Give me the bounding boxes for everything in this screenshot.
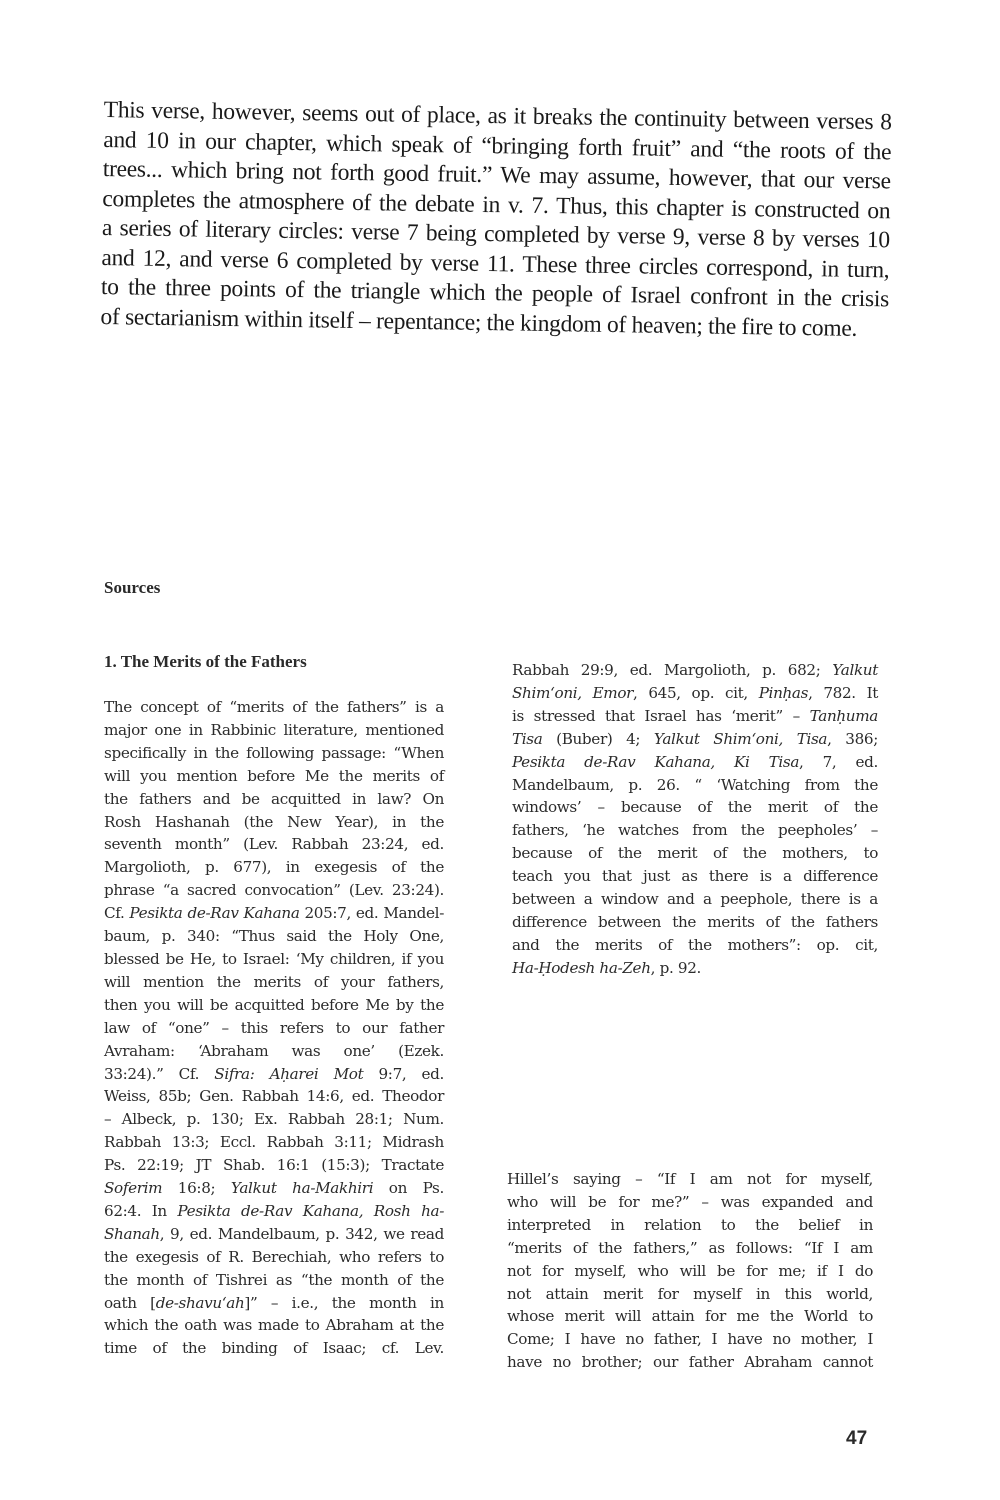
intro-line: of sectarianism within itself – repentance; the kingdom of heaven; the fire to come. [100, 303, 858, 342]
italic-citation: Yalkut [832, 661, 878, 679]
intro-line: This verse, however, seems out of place, as it breaks the continuity between verses 8 [103, 96, 892, 136]
text-line: not for myself, who will be for me; if I do [507, 1261, 873, 1280]
right-column-text-continued [512, 659, 878, 980]
text-line: Rosh Hashanah (the New Year), in the [104, 812, 444, 831]
section-title: 1. The Merits of the Fathers [104, 652, 307, 671]
intro-line: and 12, and verse 6 completed by verse 11. These three circles correspond, in turn, [101, 244, 890, 283]
text-line: law of “one” – this refers to our father [104, 1018, 444, 1037]
text-line: the exegesis of R. Berechiah, who refers to [104, 1247, 444, 1266]
italic-citation: Sifra: Aḥarei Mot [214, 1064, 364, 1083]
italic-citation: Yalkut ha-Makhiri [230, 1179, 374, 1198]
text-line: Shim‘oni, Emor, 645, op. cit, Pinḥas, 782. It [512, 683, 878, 702]
text-line: major one in Rabbinic literature, mentioned [104, 720, 444, 739]
text-line: Weiss, 85b; Gen. Rabbah 14:6, ed. Theodor [104, 1087, 444, 1106]
page-number: 47 [846, 1428, 868, 1449]
intro-line: a series of literary circles: verse 7 being completed by verse 9, verse 8 by verses 10 [101, 214, 891, 254]
text-line: “merits of the fathers,” as follows: “If I am [507, 1238, 873, 1257]
text-line: Shanah, 9, ed. Mandelbaum, p. 342, we read [104, 1224, 444, 1243]
text-line: specifically in the following passage: “When [104, 743, 444, 762]
text-line: Hillel’s saying – “If I am not for myself, [507, 1170, 873, 1188]
text-line: and the merits of the mothers”: op. cit, [512, 935, 878, 954]
text-line: between a window and a peephole, there is a [512, 890, 878, 909]
text-line: seventh month” (Lev. Rabbah 23:24, ed. [104, 835, 444, 854]
italic-citation: Shim‘oni, Emor [512, 683, 634, 702]
italic-citation: Ha-Ḥodesh ha-Zeh [512, 958, 651, 977]
text-line: whose merit will attain for me the World to [507, 1307, 873, 1326]
text-line: the month of Tishrei as “the month of the [104, 1270, 444, 1289]
text-line: interpreted in relation to the belief in [507, 1215, 873, 1234]
text-line: Pesikta de-Rav Kahana, Ki Tisa, 7, ed. [512, 752, 878, 771]
text-line: – Albeck, p. 130; Ex. Rabbah 28:1; Num. [104, 1110, 444, 1129]
text-line: Ps. 22:19; JT Shab. 16:1 (15:3); Tractate [104, 1156, 444, 1175]
text-line: 33:24).” Cf. Sifra: Aḥarei Mot 9:7, ed. [104, 1064, 444, 1083]
text-line: 62:4. In Pesikta de-Rav Kahana, Rosh ha- [104, 1201, 444, 1220]
text-line: blessed be He, to Israel: ‘My children, if you [104, 949, 444, 968]
text-line: who will be for me?” – was expanded and [507, 1192, 873, 1211]
italic-citation: Tisa [512, 729, 543, 748]
text-line: will mention the merits of your fathers, [104, 972, 444, 991]
text-line: will you mention before Me the merits of [104, 766, 444, 785]
text-line: Cf. Pesikta de-Rav Kahana 205:7, ed. Mandel- [104, 904, 444, 923]
intro-line: to the three points of the triangle which the people of Israel confront in the crisis [100, 273, 890, 313]
text-line: oath [de-shavu‘ah]” – i.e., the month in [104, 1293, 444, 1312]
text-line: because of the merit of the mothers, to [512, 844, 878, 863]
italic-citation: Pesikta de-Rav Kahana [129, 904, 300, 923]
italic-citation: Shanah [104, 1224, 160, 1243]
text-line: fathers, ‘he watches from the peepholes’ – [512, 821, 878, 840]
italic-citation: Soferim [104, 1179, 163, 1198]
italic-citation: Tanḥuma [809, 706, 878, 725]
text-line: which the oath was made to Abraham at the [104, 1316, 444, 1335]
text-line: Mandelbaum, p. 26. “ ‘Watching from the [512, 775, 878, 794]
text-line: difference between the merits of the fathers [512, 912, 878, 931]
text-line: teach you that just as there is a difference [512, 867, 878, 886]
intro-line: trees... which bring not forth good fruit.” We may assume, however, that our verse [102, 155, 891, 195]
text-line: the fathers and be acquitted in law? On [104, 789, 444, 808]
text-line: Come; I have no father, I have no mother, I [507, 1330, 873, 1349]
text-line: Tisa (Buber) 4; Yalkut Shim‘oni, Tisa, 386; [512, 729, 878, 748]
text-line: Avraham: ‘Abraham was one’ (Ezek. [104, 1041, 444, 1060]
text-line: Rabbah 29:9, ed. Margolioth, p. 682; Yalkut [512, 661, 878, 679]
text-line: Rabbah 13:3; Eccl. Rabbah 3:11; Midrash [104, 1133, 444, 1152]
text-line: phrase “a sacred convocation” (Lev. 23:24). [104, 881, 444, 900]
intro-line: and 10 in our chapter, which speak of “bringing forth fruit” and “the roots of the [103, 126, 892, 165]
sources-heading: Sources [104, 578, 161, 597]
intro-line: completes the atmosphere of the debate in v. 7. Thus, this chapter is constructed on [102, 185, 891, 224]
italic-citation: Yalkut Shim‘oni, Tisa [653, 729, 828, 748]
right-column-hillel-paragraph [507, 1168, 873, 1374]
text-line: Margolioth, p. 677), in exegesis of the [104, 858, 444, 877]
italic-citation: Pesikta de-Rav Kahana, Rosh ha- [177, 1201, 444, 1220]
left-column-text [104, 696, 444, 1360]
text-line: time of the binding of Isaac; cf. Lev. [104, 1339, 444, 1358]
text-line: baum, p. 340: “Thus said the Holy One, [104, 927, 444, 946]
text-line: have no brother; our father Abraham cannot [507, 1353, 873, 1372]
italic-citation: Pinḥas [758, 683, 809, 702]
text-line: then you will be acquitted before Me by the [104, 995, 444, 1014]
text-line: Soferim 16:8; Yalkut ha-Makhiri on Ps. [104, 1179, 444, 1198]
text-line: The concept of “merits of the fathers” is a [104, 698, 444, 716]
text-line: not attain merit for myself in this world, [507, 1284, 873, 1303]
intro-paragraph [100, 96, 892, 344]
italic-citation: Pesikta de-Rav Kahana, Ki Tisa [512, 752, 800, 771]
text-line: Ha-Ḥodesh ha-Zeh, p. 92. [512, 958, 702, 977]
italic-citation: de-shavu‘ah [155, 1293, 245, 1312]
text-line: windows’ – because of the merit of the [512, 798, 878, 817]
text-line: is stressed that Israel has ‘merit” – Tanḥuma [512, 706, 878, 725]
